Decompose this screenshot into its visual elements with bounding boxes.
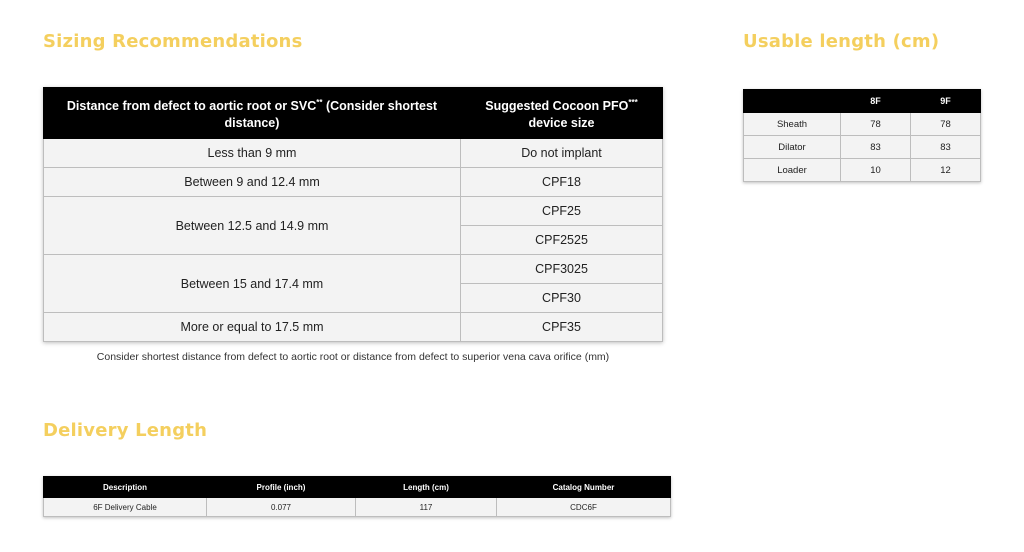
table-row <box>744 159 981 182</box>
device-cell: CPF25 <box>461 197 663 226</box>
device-cell: CPF35 <box>461 313 663 342</box>
length-8f-cell: 78 <box>841 113 911 136</box>
table-row <box>44 197 663 226</box>
usable-length-title: Usable length (cm) <box>743 31 940 52</box>
device-cell: CPF2525 <box>461 226 663 255</box>
table-row <box>744 136 981 159</box>
table-row <box>44 168 663 197</box>
delivery-header-length: Length (cm) <box>356 477 497 498</box>
device-cell: Do not implant <box>461 139 663 168</box>
length-9f-cell: 12 <box>911 159 981 182</box>
delivery-length-table <box>43 476 671 517</box>
table-row <box>44 498 671 517</box>
length-9f-cell: 83 <box>911 136 981 159</box>
distance-cell: Between 15 and 17.4 mm <box>44 255 461 313</box>
component-cell: Dilator <box>744 136 841 159</box>
device-cell: CPF3025 <box>461 255 663 284</box>
table-row <box>44 139 663 168</box>
delivery-length-title: Delivery Length <box>43 420 208 441</box>
component-cell: Sheath <box>744 113 841 136</box>
sizing-footnote: Consider shortest distance from defect to aortic root or distance from defect to superior vena cava orifice (mm) <box>96 351 610 363</box>
device-cell: CPF30 <box>461 284 663 313</box>
sizing-title: Sizing Recommendations <box>43 31 303 52</box>
table-row <box>744 113 981 136</box>
distance-cell: Less than 9 mm <box>44 139 461 168</box>
usable-length-table <box>743 89 981 182</box>
profile-cell: 0.077 <box>207 498 356 517</box>
usable-header-9f: 9F <box>911 90 981 113</box>
sizing-header-device: Suggested Cocoon PFO*** device size <box>461 88 663 139</box>
catalog-number-cell: CDC6F <box>497 498 671 517</box>
delivery-header-description: Description <box>44 477 207 498</box>
sizing-header-distance: Distance from defect to aortic root or SVC** (Consider shortest distance) <box>44 88 461 139</box>
usable-header-blank <box>744 90 841 113</box>
delivery-header-catalog: Catalog Number <box>497 477 671 498</box>
delivery-header-profile: Profile (inch) <box>207 477 356 498</box>
distance-cell: Between 12.5 and 14.9 mm <box>44 197 461 255</box>
usable-header-row <box>744 90 981 113</box>
table-row <box>44 313 663 342</box>
table-row <box>44 255 663 284</box>
usable-header-8f: 8F <box>841 90 911 113</box>
sizing-header-row <box>44 88 663 139</box>
device-cell: CPF18 <box>461 168 663 197</box>
length-8f-cell: 10 <box>841 159 911 182</box>
length-8f-cell: 83 <box>841 136 911 159</box>
distance-cell: More or equal to 17.5 mm <box>44 313 461 342</box>
length-9f-cell: 78 <box>911 113 981 136</box>
length-cell: 117 <box>356 498 497 517</box>
distance-cell: Between 9 and 12.4 mm <box>44 168 461 197</box>
description-cell: 6F Delivery Cable <box>44 498 207 517</box>
sizing-table <box>43 87 663 342</box>
delivery-header-row <box>44 477 671 498</box>
component-cell: Loader <box>744 159 841 182</box>
